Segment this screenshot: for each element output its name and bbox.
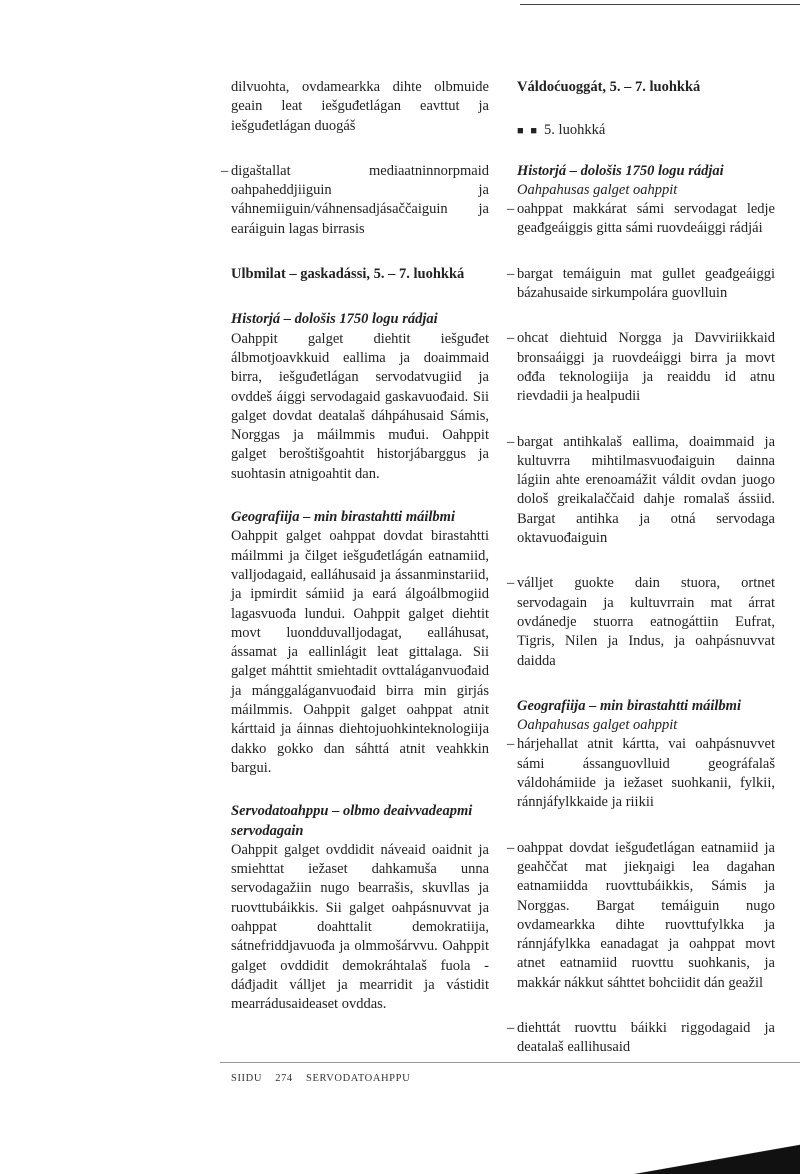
top-rule bbox=[520, 4, 800, 5]
list-item bbox=[507, 329, 775, 406]
footer-label: SIIDU bbox=[231, 1073, 262, 1084]
grade-label bbox=[517, 121, 775, 141]
list-item bbox=[507, 433, 775, 549]
list-item bbox=[507, 574, 775, 670]
list-item-text: válljet guokte dain stuora, ortnet servodagain ja kultuvrrain mat árrat ovdánedje stuorra eatnogáttiin Eufrat, Tigris, Nilen ja Indus, ja oahpásnuvvat daidda bbox=[517, 575, 775, 669]
page-number: 274 bbox=[275, 1073, 293, 1084]
scan-edge-shadow bbox=[620, 1140, 800, 1174]
list-item-text: diehttát ruovttu báikki riggodagaid ja deatalaš eallihusaid bbox=[517, 1019, 775, 1056]
page-footer bbox=[231, 1073, 420, 1084]
section-title: Historjá – dološis 1750 logu rádjai bbox=[231, 311, 438, 328]
grade-text: 5. luohkká bbox=[544, 122, 606, 139]
footer-rule bbox=[220, 1062, 800, 1063]
intro-paragraph: dilvuohta, ovdamearkka dihte olbmuide geain leat iešguđetlágan eavttut ja iešguđetlágan duogáš bbox=[231, 79, 489, 134]
bullet-dash: – bbox=[507, 1019, 515, 1036]
bullet-dash: – bbox=[507, 736, 515, 753]
bullet-dash: – bbox=[507, 265, 515, 282]
footer-section: SERVODATOAHPPU bbox=[306, 1073, 411, 1084]
square-bullets-icon: ■ ■ bbox=[517, 125, 540, 138]
subsection-title: Historjá – dološis 1750 logu rádjai bbox=[517, 162, 724, 179]
list-item-text: ohcat diehtuid Norgga ja Davviriikkaid bronsaáiggi ja ruovdeáiggi birra ja movt ođđa teknologiija ja reaiddu id atnu rievdadii ja healpudii bbox=[517, 330, 775, 405]
section-heading: Váldoćuoggát, 5. – 7. luohkká bbox=[517, 79, 701, 95]
bullet-dash: – bbox=[507, 433, 515, 450]
list-item-text: bargat temáiguin mat gullet geađgeáiggi bázahusaide sirkumpolára guovlluin bbox=[517, 265, 775, 302]
list-item-text: oahppat makkárat sámi servodagat ledje geađgeáiggis gitta sámi ruovdeáiggi rádjái bbox=[517, 201, 775, 237]
section-title: Geografiija – min birastahtti máilbmi bbox=[231, 509, 455, 526]
list-item-text: oahppat dovdat iešguđetlágan eatnamiid ja geahččat mat jiekŋaigi lea dagahan eatnamiidda ruovttubáikkis, Sámis ja Norggas. Bargat temáiguin nugo ovdamearkka dihte ruovttufylkka ja ránnjáfylkka eanadagat ja oahppat movt atnet eatnamiid ruovttu suohkanis, ja makkár nákkut sáhttet bohciidit dán geažil bbox=[517, 839, 775, 991]
list-item bbox=[507, 265, 775, 304]
list-item bbox=[507, 200, 775, 239]
subsection-subtitle: Oahpahusas galget oahppit bbox=[517, 181, 678, 198]
left-column bbox=[221, 78, 489, 1038]
section-text: Oahppit galget ovddidit náveaid oaidnit ja smiehttat iežaset dahkamuša unna servodagažiin nugo bearrašis, skuvllas ja ruovttubáikkis. Sii galget oahpásnuvvat ja oahppat doahttalit demokratiija, sátnefriddjavuođa ja olmmošárvvu. Oahppit galget ovddidit demokráhtalaš fuola - dáđjadit vállјet ja mearridit ja vástidit mearrádusaideaset ovddas. bbox=[231, 841, 489, 1013]
section-text: Oahppit galget oahppat dovdat birastahtti máilmmi ja čilget iešguđetlágán eatnamiid, valljodagaid, ealláhusaid ja ássanminstariid, ja ipmirdit sámiid ja eará álgoálbmogiid lagasvuođa lundui. Oahppit galget diehtit movt luondduvalljodagat, ealláhusat, ássamat ja eallinlágit leat gittalaga. Sii galget máhttit smiehtadit ovttaláganvuođaid ja mánggaláganvuođaid birra min girjás máilmmis. Oahppit galget oahppat atnit kárttaid ja áinnas diehtojuohkinteknologiija dakko gokko dan sáhttá atnit veahkkin bargui. bbox=[231, 528, 489, 776]
subsection-subtitle: Oahpahusas galget oahppit bbox=[517, 717, 678, 734]
bullet-dash: – bbox=[507, 201, 515, 218]
list-item-text: hárjehallat atnit kártta, vai oahpásnuvvet sámi ássanguovlluid geográfalaš váldohámiide ja iežaset suohkanii, fylkii, ránnjáfylkkaide ja riikii bbox=[517, 736, 775, 811]
bullet-dash: – bbox=[507, 839, 515, 856]
section-text: Oahppit galget diehtit iešguđet álbmotjoavkkuid eallima ja doaimmaid birra, iešguđetlágan servodatvugiid ja ovddeš áiggi servodagaid gaskavuođaid. Sii galget dovdat deatalaš dáhpáhusaid Sámis, Norggas ja máilmmis muđui. Oahppit galget beroštišgoahtit historjábarggus ja suohtasin atnigoahtit dan. bbox=[231, 330, 489, 482]
history-section bbox=[231, 310, 489, 484]
list-item bbox=[507, 1019, 775, 1058]
geography-section bbox=[231, 508, 489, 778]
right-column bbox=[507, 78, 775, 1084]
list-item-text: bargat antihkalaš eallima, doaimmaid ja kultuvrra mihtilmasvuođaiguin dainna lágiin ahte erenoamážit váldit ovdan juogo dološ greikalaččaid dahje romalaš ássiid. Bargat antihka ja otná servodaga oktavuođaiguin bbox=[517, 433, 775, 547]
bullet-dash: – bbox=[507, 330, 515, 347]
social-studies-section bbox=[231, 802, 489, 1014]
section-title: Servodatoahppu – olbmo deaivvadeapmi servodagain bbox=[231, 803, 473, 839]
bullet-text: digaštallat mediaatninnorpmaid oahpaheddjiiguin ja váhnemiiguin/váhnensadjásaččaiguin ja earáiguin lagas birrasis bbox=[231, 162, 489, 237]
list-item bbox=[507, 839, 775, 993]
section-heading: Ulbmilat – gaskadássi, 5. – 7. luohkká bbox=[231, 266, 465, 283]
bullet-dash: – bbox=[221, 162, 229, 179]
subsection-title: Geografiija – min birastahtti máilbmi bbox=[517, 697, 741, 714]
bullet-item bbox=[221, 162, 489, 239]
bullet-dash: – bbox=[507, 575, 515, 592]
list-item bbox=[507, 735, 775, 812]
